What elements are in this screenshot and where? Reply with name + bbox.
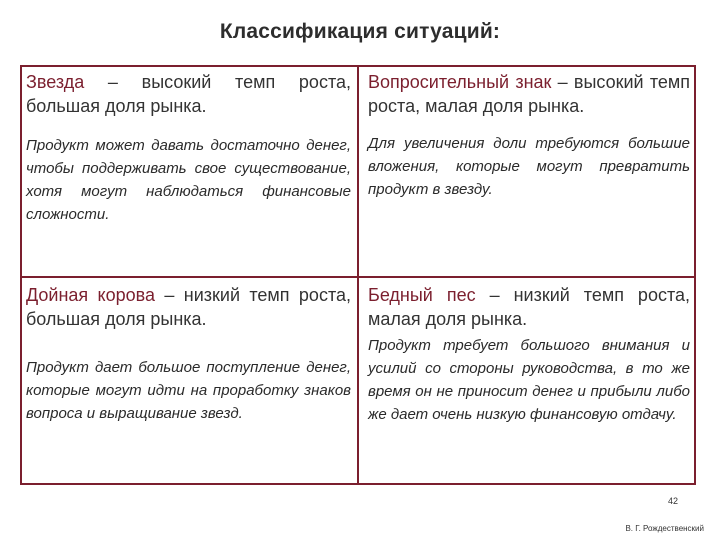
question-mark-heading	[368, 70, 690, 118]
cash-cow-definition: – низкий темп роста, большая доля рынка.	[26, 285, 352, 329]
star-term: Звезда	[26, 72, 85, 92]
table-horizontal-divider	[20, 276, 696, 278]
dog-heading	[368, 283, 690, 331]
table-vertical-divider	[357, 65, 359, 485]
question-mark-term: Вопросительный знак	[368, 72, 552, 92]
dog-definition: – низкий темп роста, малая доля рынка.	[368, 285, 691, 329]
cell-dog	[368, 283, 690, 426]
star-description: Продукт может давать достаточно денег, чтобы поддерживать свое существование, хотя могут наблюдаться финансовые сложности.	[26, 137, 351, 223]
cash-cow-heading	[26, 283, 351, 331]
cash-cow-description: Продукт дает большое поступление денег, которые могут идти на проработку знаков вопроса и выращивание звезд.	[26, 359, 351, 422]
star-heading	[26, 70, 351, 118]
page-number: 42	[668, 496, 679, 506]
cell-star	[26, 70, 351, 226]
cell-question-mark	[368, 70, 690, 201]
cash-cow-term: Дойная корова	[26, 285, 156, 305]
author-credit: В. Г. Рождественский	[625, 524, 704, 533]
cell-cash-cow	[26, 283, 351, 425]
dog-description: Продукт требует большого внимания и усилий со стороны руководства, в то же время он не приносит денег и прибыли либо же дает очень низкую финансовую отдачу.	[368, 337, 690, 423]
star-definition: – высокий темп роста, большая доля рынка.	[26, 72, 351, 116]
question-mark-description: Для увеличения доли требуются большие вложения, которые могут превратить продукт в звезду.	[368, 135, 690, 198]
dog-term: Бедный пес	[368, 285, 476, 305]
slide-title: Классификация ситуаций:	[219, 20, 501, 43]
question-mark-definition: – высокий темп роста, малая доля рынка.	[368, 72, 690, 116]
